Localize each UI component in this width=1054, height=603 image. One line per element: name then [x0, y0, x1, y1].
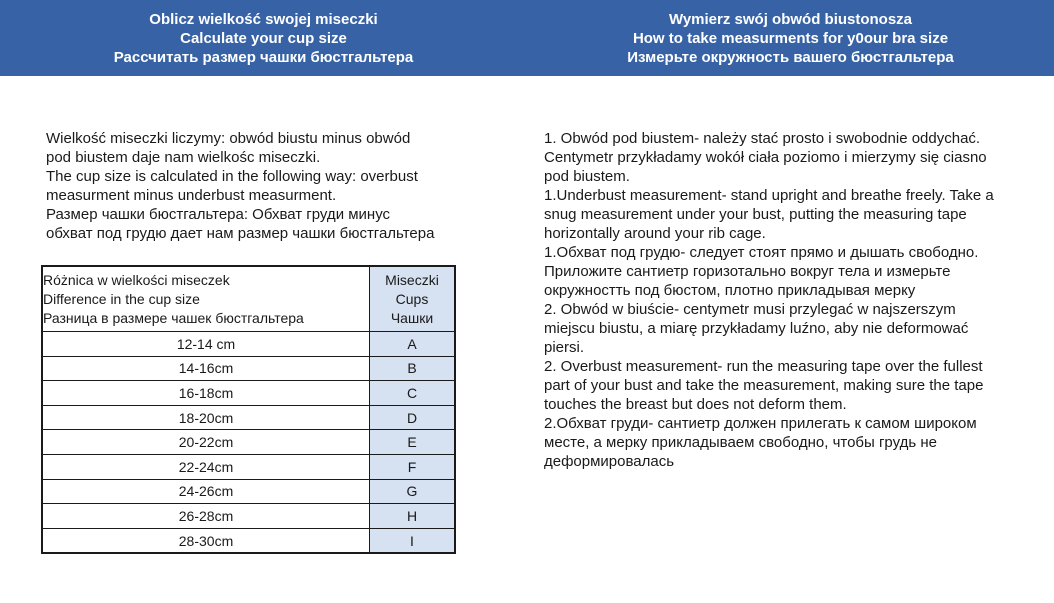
explanation-line: Wielkość miseczki liczymy: obwód biustu minus obwód [46, 130, 411, 147]
explanation-line: pod biustem daje nam wielkośc miseczki. [46, 149, 321, 166]
explanation-line: обхват под грудю дает нам размер чашки бюстгальтера [46, 225, 435, 242]
explanation-line: The cup size is calculated in the following way: overbust [46, 168, 418, 185]
table-row [42, 528, 455, 553]
instruction-line: pod biustem. [544, 168, 630, 185]
header-cup-size-title [0, 10, 527, 67]
instruction-line: Приложите сантиетр горизотально вокруг тела и измерьте [544, 263, 951, 280]
range-cell: 12-14 cm [42, 332, 370, 357]
table-header-row [42, 266, 455, 332]
table-row [42, 430, 455, 455]
cup-cell: G [370, 479, 456, 504]
instruction-line: Centymetr przykładamy wokół ciała poziomo i mierzymy się ciasno [544, 149, 987, 166]
header-difference-en: Difference in the cup size [43, 290, 200, 307]
instruction-line: miejscu biustu, a miarę przykładamy luźno, aby nie deformować [544, 320, 969, 337]
table-row [42, 405, 455, 430]
cup-cell: E [370, 430, 456, 455]
instruction-line: snug measurement under your bust, putting the measuring tape [544, 206, 967, 223]
cup-cell: A [370, 332, 456, 357]
header-cups-pl: Miseczki [385, 271, 439, 288]
cup-cell: B [370, 356, 456, 381]
explanation-line: measurment minus underbust measurment. [46, 187, 337, 204]
instruction-line: 2.Обхват груди- сантиетр должен прилегать к самом широком [544, 415, 977, 432]
header-right-line-pl: Wymierz swój obwód biustonosza [668, 11, 913, 28]
cup-cell: C [370, 381, 456, 406]
range-cell: 24-26cm [42, 479, 370, 504]
range-cell: 14-16cm [42, 356, 370, 381]
header-left-line-en: Calculate your cup size [180, 30, 347, 47]
table-row [42, 454, 455, 479]
header-left-line-ru: Рассчитать размер чашки бюстгальтера [113, 49, 414, 66]
measurement-instructions [544, 129, 1034, 471]
header-difference-ru: Разница в размере чашек бюстгальтера [43, 309, 304, 326]
table-row [42, 504, 455, 529]
header-right-line-en: How to take measurments for y0our bra size [632, 30, 949, 47]
instruction-line: piersi. [544, 339, 585, 356]
header-difference [42, 266, 370, 332]
header-cups [370, 266, 456, 332]
cup-cell: H [370, 504, 456, 529]
instruction-line: окружностть под бюстом, плотно прикладывая мерку [544, 282, 916, 299]
instruction-line: 1. Obwód pod biustem- należy stać prosto i swobodnie oddychać. [544, 130, 981, 147]
header-difference-pl: Różnica w wielkości miseczek [43, 271, 230, 288]
cup-size-explanation [46, 129, 486, 243]
table-row [42, 356, 455, 381]
table-row [42, 332, 455, 357]
header-measure-title [527, 10, 1054, 67]
range-cell: 26-28cm [42, 504, 370, 529]
explanation-line: Размер чашки бюстгальтера: Обхват груди минус [46, 206, 391, 223]
range-cell: 28-30cm [42, 528, 370, 553]
range-cell: 20-22cm [42, 430, 370, 455]
header-cups-en: Cups [395, 290, 429, 307]
range-cell: 18-20cm [42, 405, 370, 430]
instruction-line: 1.Обхват под грудю- следует стоят прямо и дышать свободно. [544, 244, 979, 261]
instruction-line: part of your bust and take the measurement, making sure the tape [544, 377, 984, 394]
table-row [42, 381, 455, 406]
range-cell: 16-18cm [42, 381, 370, 406]
cup-cell: D [370, 405, 456, 430]
instruction-line: touches the breast but does not deform them. [544, 396, 847, 413]
instruction-line: деформировалась [544, 453, 675, 470]
header-left-line-pl: Oblicz wielkość swojej miseczki [149, 11, 378, 28]
header-bar [0, 0, 1054, 76]
instruction-line: horizontally around your rib cage. [544, 225, 766, 242]
table-row [42, 479, 455, 504]
cup-size-table [41, 265, 456, 554]
cup-cell: I [370, 528, 456, 553]
instruction-line: 1.Underbust measurement- stand upright and breathe freely. Take a [544, 187, 994, 204]
instruction-line: 2. Obwód w biuście- centymetr musi przylegać w najszerszym [544, 301, 956, 318]
header-cups-ru: Чашки [390, 309, 434, 326]
cup-cell: F [370, 454, 456, 479]
header-right-line-ru: Измерьте окружность вашего бюстгальтера [627, 49, 954, 66]
range-cell: 22-24cm [42, 454, 370, 479]
instruction-line: месте, а мерку прикладываем свободно, чтобы грудь не [544, 434, 937, 451]
instruction-line: 2. Overbust measurement- run the measuring tape over the fullest [544, 358, 983, 375]
